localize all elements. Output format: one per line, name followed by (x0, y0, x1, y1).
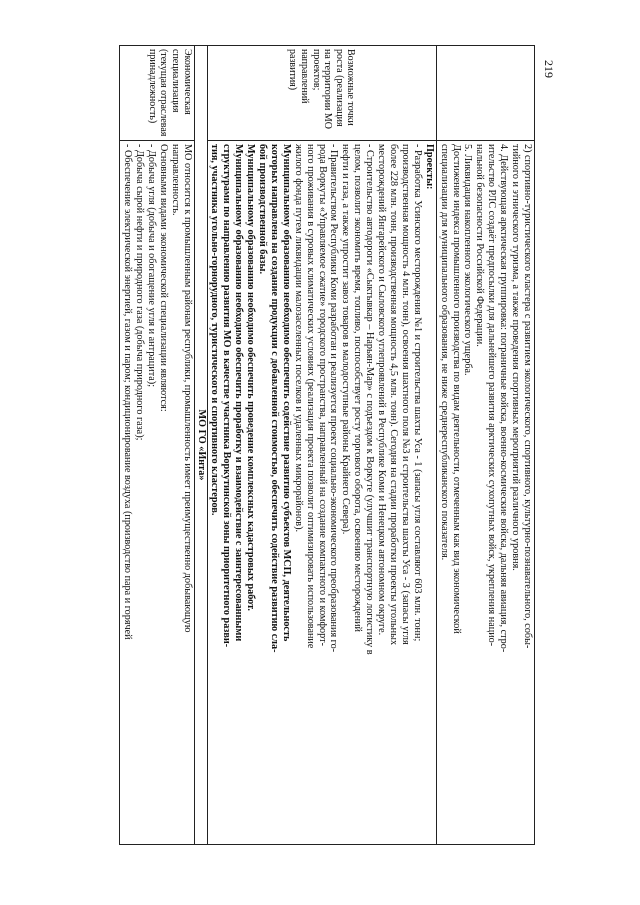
rotated-page (18, 45, 535, 845)
text-line: Муниципальному образованию необходимо обеспечить проработку и взаимодействие с заинтересованными (233, 144, 245, 642)
text-line: структурами по направлению развития МО в качестве участника Воркутинской зоны приоритетного разви- (221, 144, 233, 648)
text-line: более 228 млн. тонн, производственная мощность 4,5 млн. тонн). Сегодня на стадии проработки проекты угольных (388, 144, 400, 646)
text-line: ительство РЛС создаёт предпосылки для дальнейшего развития арктических сухопутных войск, укрепления нацио- (486, 144, 498, 647)
text-line: 2) спортивно-туристического кластера с развитием экологического, спортивного, культурно-познавательного, собы- (522, 144, 533, 649)
table-row (436, 46, 534, 845)
text-line: направленность. (169, 144, 181, 216)
table-row (207, 46, 436, 845)
text-line: нальной безопасности Российской Федерации. (474, 144, 486, 347)
text-line: специализации для муниципального образования, не ниже среднереспубликанского показателя. (438, 144, 450, 561)
text-line: которых направлена на создание продукции с добавленной стоимостью, обеспечить содействие развитию сла- (268, 144, 280, 653)
text-line: - Правительством Республики Коми разработан и реализуется проект социально-экономического преобразования го- (328, 144, 340, 653)
text-line: 4. Действующая арктическая группировка: пограничные войска, военно-космические войска, дальняя авиация, стро- (498, 144, 510, 653)
text-line: ного проживания в суровых климатических условиях (реализация проекта позволит оптимизировать использование (304, 144, 316, 649)
section-heading: МО ГО «Инта» (194, 46, 207, 845)
row-content (436, 141, 534, 845)
projects-heading: Проекты: (423, 144, 435, 190)
text-line: жилого фонда путем ликвидации малозаселенных поселков и удаленных микрорайонов). (292, 144, 304, 533)
text-line: целом, позволит экономить время, топливо, поспособствует росту торгового оборота, освоению месторождений (352, 144, 364, 632)
table-row (120, 46, 194, 845)
row-label-specialization: Экономическая специализация (текущая отраслевая принадлежность) (120, 46, 194, 141)
text-line: нефти и газа, а также упростит завоз товаров в малодоступные районы Крайнего Севера). (340, 144, 352, 535)
text-line: Муниципальному образованию необходимо обеспечить содействие развитию субъектов МСП, деятельность (280, 144, 292, 642)
text-line: - Разработка Усинского месторождения №1 и строительства шахты Уса - 1 (запасы угля составляют 603 млн. тонн; (411, 144, 423, 642)
row-label-empty (436, 46, 534, 141)
text-line: Муниципальному образованию необходимо обеспечить проведение комплексных кадастровых работ. (245, 144, 257, 611)
text-line: Достижение индекса промышленного производства по видам деятельности, отмеченным как вид экономической (450, 144, 462, 634)
regional-table (119, 45, 535, 845)
page-number: 219 (542, 60, 556, 78)
text-line: 5. Ликвидация накопленного экологического ущерба. (462, 144, 474, 376)
text-line: тийного и этнического туризма, а также проведения спортивных мероприятий различного уровня. (510, 144, 522, 571)
text-line: Основными видами экономической специализации являются: (157, 144, 169, 412)
text-line: - Обеспечение электрической энергией, газом и паром; кондиционирование воздуха (производство пара и горячей (122, 144, 133, 640)
text-line: месторождений Янгарейского и Сыловского углепроявлений в Республике Коми и Ненецком автономном округе. (376, 144, 388, 636)
table-row (194, 46, 207, 845)
text-line: - Строительство автодороги «Сыктывкар – Нарьян-Мар» с подъездом к Воркуте (улучшит транспортную логистику в (364, 144, 376, 655)
text-line: бой производственной базы. (257, 144, 269, 275)
text-line: - Добыча сырой нефти и природного газа (добыча природного газа); (133, 144, 145, 441)
text-line: тия, участника угольно-горнорудного, туристического и спортивного кластеров. (209, 144, 221, 516)
text-line: рода Воркуты «Управляемое сжатие» городского пространства, направленный на создание компактного и комфорт- (316, 144, 328, 646)
row-label-growth-points: Возможные точки роста (реализация на территории МО проектов; направлений развития) (207, 46, 436, 141)
row-content (120, 141, 194, 845)
text-line: МО относится к промышленным районам республики, промышленность имеет преимущественно добывающую (181, 144, 193, 633)
projects-list (209, 144, 423, 841)
text-line: - Добыча угля (добыча и обогащение угля и антрацита); (145, 144, 157, 388)
row-content (207, 141, 436, 845)
text-line: производственная мощность 4 млн. тонн), освоения шахтного поля №3 и строительства шахты Уса - 3 (запасы угля (399, 144, 411, 645)
